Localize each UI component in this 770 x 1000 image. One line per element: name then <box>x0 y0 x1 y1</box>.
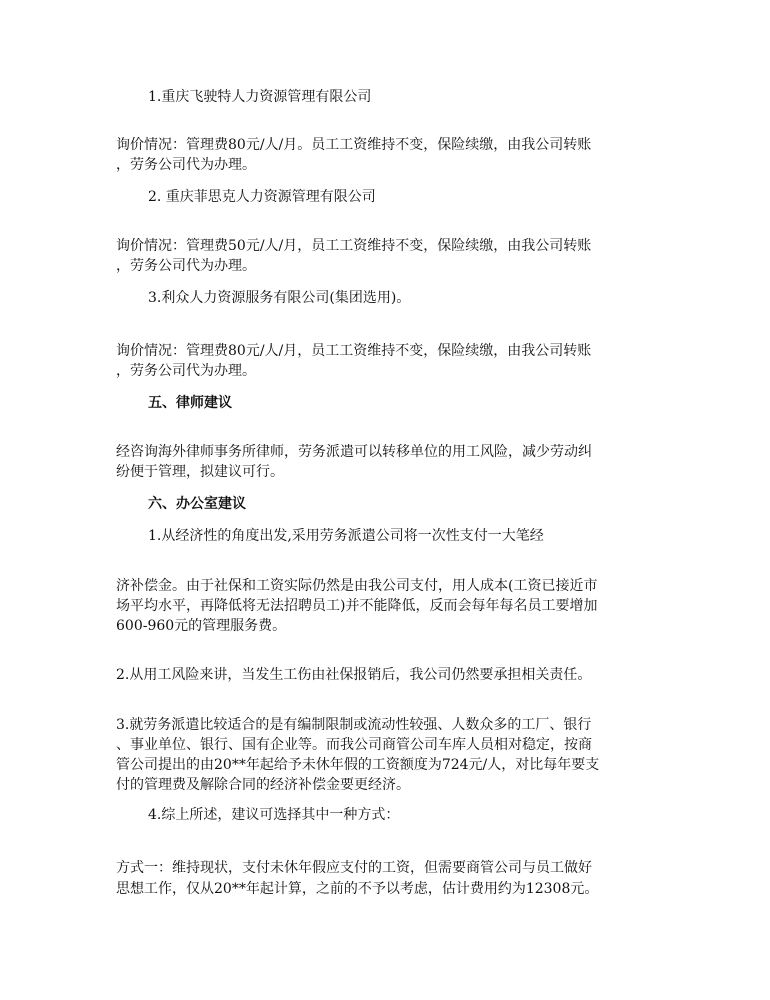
paragraph-line: 询价情况：管理费80元/人/月，员工工资维持不变，保险续缴，由我公司转账 <box>116 343 592 359</box>
list-item-company-1: 1.重庆飞驶特人力资源管理有限公司 <box>148 89 372 105</box>
paragraph-line: 纷便于管理，拟建议可行。 <box>116 464 284 480</box>
section-heading-office-advice: 六、办公室建议 <box>148 496 246 512</box>
paragraph-line: 场平均水平，再降低将无法招聘员工)并不能降低，反而会每年每名员工要增加 <box>116 598 598 614</box>
paragraph-line: ，劳务公司代为办理。 <box>116 258 256 274</box>
paragraph-line: ，劳务公司代为办理。 <box>116 363 256 379</box>
list-item-point-2: 2.从用工风险来讲，当发生工伤由社保报销后，我公司仍然要承担相关责任。 <box>116 667 592 683</box>
paragraph-line: 询价情况：管理费50元/人/月，员工工资维持不变，保险续缴，由我公司转账 <box>116 238 592 254</box>
paragraph-line: 询价情况：管理费80元/人/月。员工工资维持不变，保险续缴，由我公司转账 <box>116 137 592 153</box>
list-item-company-2: 2. 重庆菲思克人力资源管理有限公司 <box>148 189 376 205</box>
paragraph-line: 济补偿金。由于社保和工资实际仍然是由我公司支付，用人成本(工资已接近市 <box>116 578 598 594</box>
paragraph-line: 付的管理费及解除合同的经济补偿金要更经济。 <box>116 777 410 793</box>
paragraph-line: 经咨询海外律师事务所律师，劳务派遣可以转移单位的用工风险，减少劳动纠 <box>116 444 592 460</box>
list-item-company-3: 3.利众人力资源服务有限公司(集团选用)。 <box>148 290 411 306</box>
list-item-point-4: 4.综上所述，建议可选择其中一种方式： <box>148 807 400 823</box>
list-item-point-1: 1.从经济性的角度出发,采用劳务派遣公司将一次性支付一大笔经 <box>148 528 544 544</box>
paragraph-line: 600-960元的管理服务费。 <box>116 618 287 634</box>
paragraph-line: 管公司提出的由20**年起给予未休年假的工资额度为724元/人，对比每年要支 <box>116 757 600 773</box>
list-item-point-3: 3.就劳务派遣比较适合的是有编制限制或流动性较强、人数众多的工厂、银行 <box>116 717 592 733</box>
paragraph-line: 、事业单位、银行、国有企业等。而我公司商管公司车库人员相对稳定，按商 <box>116 737 592 753</box>
paragraph-line: 方式一：维持现状，支付未休年假应支付的工资，但需要商管公司与员工做好 <box>116 860 592 876</box>
paragraph-line: 思想工作，仅从20**年起计算，之前的不予以考虑，估计费用约为12308元。 <box>116 881 599 897</box>
paragraph-line: ，劳务公司代为办理。 <box>116 157 256 173</box>
section-heading-lawyer-advice: 五、律师建议 <box>148 395 232 411</box>
